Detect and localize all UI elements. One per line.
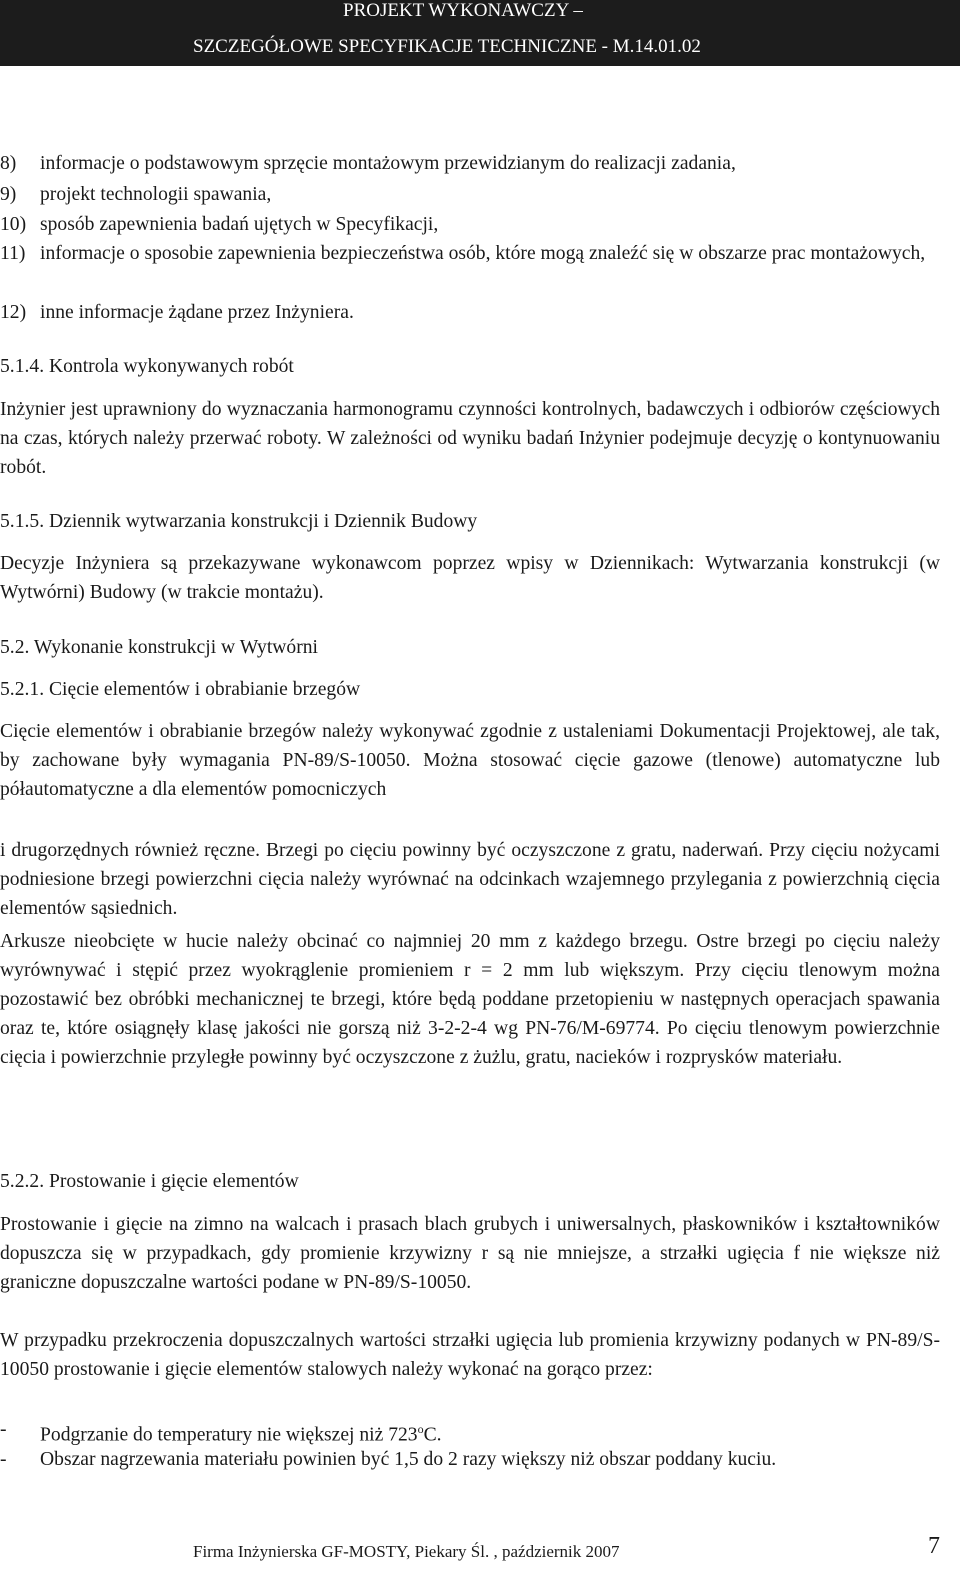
section-paragraph: W przypadku przekroczenia dopuszczalnych wartości strzałki ugięcia lub promienia krzywizny podanych w PN-89/S-10050 prostowanie i gięcie elementów stalowych należy wykonać na gorąco przez: (0, 1330, 940, 1380)
section-paragraph: Cięcie elementów i obrabianie brzegów należy wykonywać zgodnie z ustaleniami Dokumentacji Projektowej, ale tak, by zachowane były wymagania PN-89/S-10050. Można stosować cięcie gazowe (tlenowe) automatyczne lub półautomatyczne a dla elementów pomocniczych (0, 721, 940, 800)
list-number: 12) (0, 302, 27, 323)
list-item (0, 298, 940, 327)
section-heading-5-1-4: 5.1.4. Kontrola wykonywanych robót (0, 356, 294, 377)
list-item (0, 180, 940, 209)
document-footer (193, 1533, 953, 1563)
list-item (0, 149, 940, 178)
list-number: 10) (0, 214, 27, 235)
page-number: 7 (928, 1533, 940, 1559)
list-text: projekt technologii spawania, (40, 184, 272, 205)
section-heading-5-2-1: 5.2.1. Cięcie elementów i obrabianie brzegów (0, 679, 361, 700)
degree-superscript: o (417, 1422, 424, 1436)
dash-text: Obszar nagrzewania materiału powinien być 1,5 do 2 razy większy niż obszar poddany kuciu. (40, 1449, 777, 1470)
dash-text-main: Podgrzanie do temperatury nie większej niż 723 (40, 1424, 418, 1446)
list-text: inne informacje żądane przez Inżyniera. (40, 302, 354, 323)
section-paragraph: Inżynier jest uprawniony do wyznaczania harmonogramu czynności kontrolnych, badawczych i odbiorów częściowych na czas, których należy przerwać roboty. W zależności od wyniku badań Inżynier podejmuje decyzję o kontynuowaniu robót. (0, 399, 940, 478)
dash-text-end: C. (423, 1424, 442, 1446)
list-text: informacje o sposobie zapewnienia bezpieczeństwa osób, które mogą znaleźć się w obszarze prac montażowych, (40, 243, 926, 264)
list-text: informacje o podstawowym sprzęcie montażowym przewidzianym do realizacji zadania, (40, 153, 736, 174)
section-paragraph: i drugorzędnych również ręczne. Brzegi po cięciu powinny być oczyszczone z gratu, naderwań. Przy cięciu nożycami podniesione brzegi powierzchni cięcia należy wyrównać na odcinkach wzajemnego przylegania z powierzchnią cięcia elementów sąsiednich. (0, 840, 940, 919)
dash-mark: - (0, 1449, 7, 1470)
footer-text: Firma Inżynierska GF-MOSTY, Piekary Śl. , październik 2007 (193, 1542, 620, 1561)
document-header (0, 0, 960, 66)
section-heading-5-2-2: 5.2.2. Prostowanie i gięcie elementów (0, 1171, 299, 1192)
section-heading-5-2: 5.2. Wykonanie konstrukcji w Wytwórni (0, 637, 318, 658)
list-number: 11) (0, 243, 26, 264)
dash-mark: - (0, 1419, 7, 1440)
section-paragraph: Arkusze nieobcięte w hucie należy obcinać co najmniej 20 mm z każdego brzegu. Ostre brzegi po cięciu należy wyrównywać i stępić przez wyokrąglenie promieniem r = 2 mm lub większym. Przy cięciu tlenowym można pozostawić bez obróbki mechanicznej te brzegi, które będą poddane przetopieniu w następnych operacjach spawania oraz te, które osiągnęły klasę jakości nie gorszą niż 3-2-2-4 wg PN-76/M-69774. Po cięciu tlenowym powierzchnie cięcia i powierzchnie przyległe powinny być oczyszczone z żużlu, gratu, nacieków i rozprysków materiału. (0, 931, 940, 1068)
list-number: 9) (0, 184, 17, 205)
list-number: 8) (0, 153, 17, 174)
list-item (0, 210, 940, 239)
section-paragraph: Decyzje Inżyniera są przekazywane wykonawcom poprzez wpisy w Dziennikach: Wytwarzania konstrukcji (w Wytwórni) Budowy (w trakcie montażu). (0, 553, 940, 603)
section-paragraph: Prostowanie i gięcie na zimno na walcach i prasach blach grubych i uniwersalnych, płaskowników i kształtowników dopuszcza się w przypadkach, gdy promienie krzywizny r są nie mniejsze, a strzałki ugięcia f nie większe niż graniczne dopuszczalne wartości podane w PN-89/S-10050. (0, 1214, 940, 1293)
list-item (0, 239, 940, 268)
header-title: PROJEKT WYKONAWCZY – (343, 0, 583, 21)
section-heading-5-1-5: 5.1.5. Dziennik wytwarzania konstrukcji i Dziennik Budowy (0, 511, 478, 532)
list-text: sposób zapewnienia badań ujętych w Specyfikacji, (40, 214, 439, 235)
dash-list-item (0, 1445, 940, 1474)
header-subtitle: SZCZEGÓŁOWE SPECYFIKACJE TECHNICZNE - M.14.01.02 (193, 36, 701, 57)
